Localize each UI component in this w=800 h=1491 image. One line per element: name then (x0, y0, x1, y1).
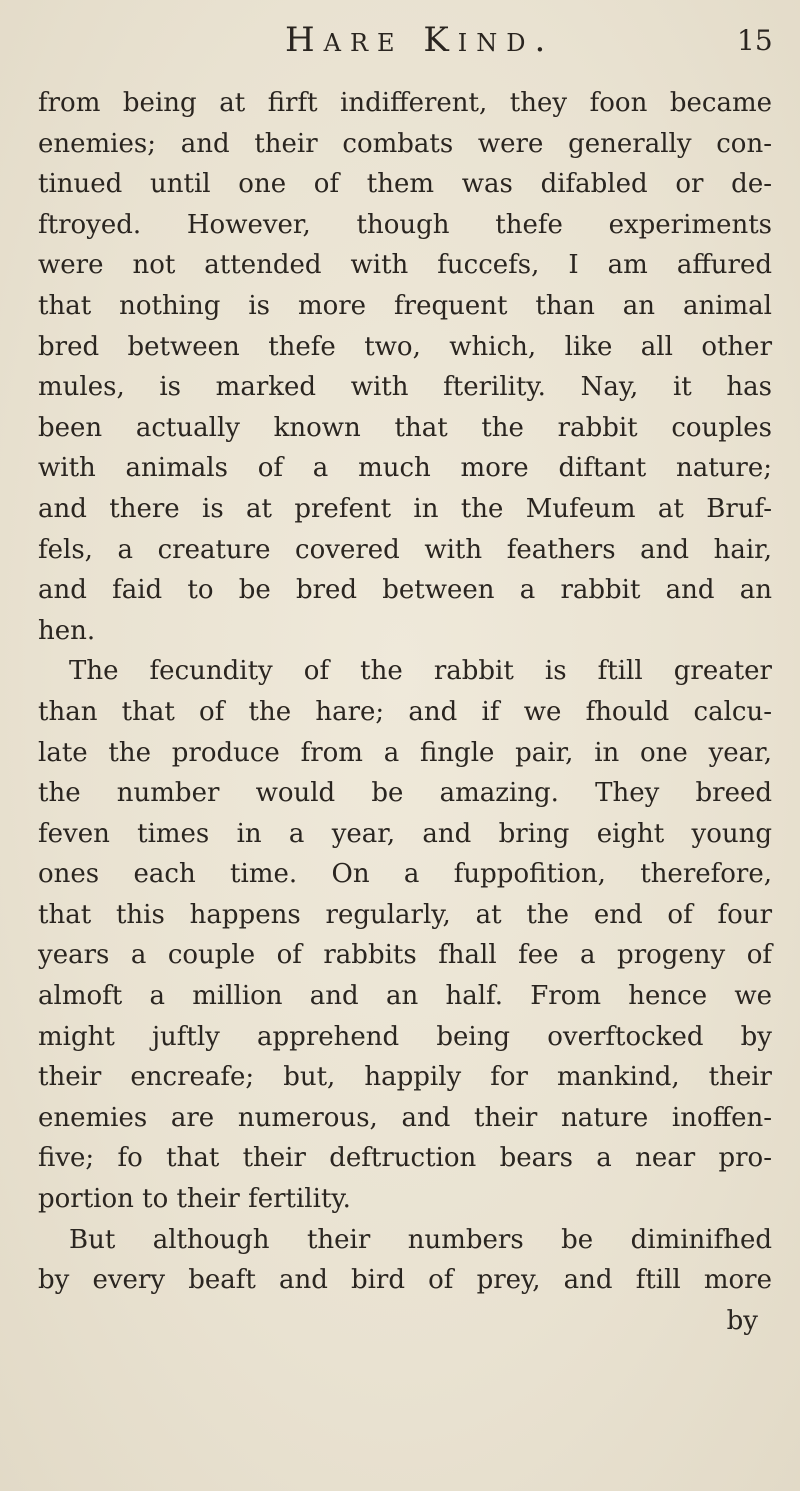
text-line: from being at firft indifferent, they foon became (38, 88, 772, 118)
text-line: portion to their fertility. (38, 1184, 351, 1215)
text-line: might juftly apprehend being overftocked by (38, 1021, 772, 1052)
text-line: and faid to be bred between a rabbit and an (38, 575, 772, 606)
text-line: that nothing is more frequent than an animal (38, 290, 772, 321)
text-line: enemies; and their combats were generally con- (38, 128, 772, 159)
text-line: been actually known that the rabbit couples (38, 412, 772, 443)
text-line: ones each time. On a fuppofition, therefore, (38, 859, 772, 890)
text-line: their encreafe; but, happily for mankind, their (38, 1062, 772, 1093)
text-line: feven times in a year, and bring eight young (38, 818, 772, 849)
text-line: bred between thefe two, which, like all other (38, 331, 772, 362)
text-line: fels, a creature covered with feathers and hair, (38, 534, 772, 565)
text-line: by (726, 1305, 758, 1336)
page-number: 15 (737, 24, 773, 57)
text-line: than that of the hare; and if we fhould calcu- (38, 696, 772, 727)
text-line: years a couple of rabbits fhall fee a progeny of (38, 940, 772, 971)
text-line: by every beaft and bird of prey, and ftill more (38, 1265, 772, 1296)
text-line: five; fo that their deftruction bears a near pro- (38, 1143, 772, 1174)
text-line: the number would be amazing. They breed (38, 778, 772, 809)
running-title: Hare Kind. (285, 20, 555, 60)
text-line: were not attended with fuccefs, I am affured (38, 250, 772, 281)
text-line: enemies are numerous, and their nature inoffen- (38, 1102, 772, 1133)
text-line: But although their numbers be diminifhed (69, 1224, 772, 1255)
text-line: late the produce from a fingle pair, in one year, (38, 737, 772, 768)
text-line: and there is at prefent in the Mufeum at Bruf- (38, 493, 772, 524)
text-line: almoft a million and an half. From hence we (38, 981, 772, 1012)
text-line: mules, is marked with fterility. Nay, it has (38, 372, 772, 403)
text-line: with animals of a much more diftant nature; (38, 453, 772, 484)
running-head (0, 20, 800, 70)
text-line: The fecundity of the rabbit is ftill greater (69, 656, 772, 687)
text-line: that this happens regularly, at the end of four (38, 899, 772, 930)
text-line: hen. (38, 615, 96, 646)
text-line: tinued until one of them was difabled or de- (38, 169, 772, 200)
body-text (38, 83, 772, 1341)
text-line: ftroyed. However, though thefe experiments (38, 209, 772, 240)
